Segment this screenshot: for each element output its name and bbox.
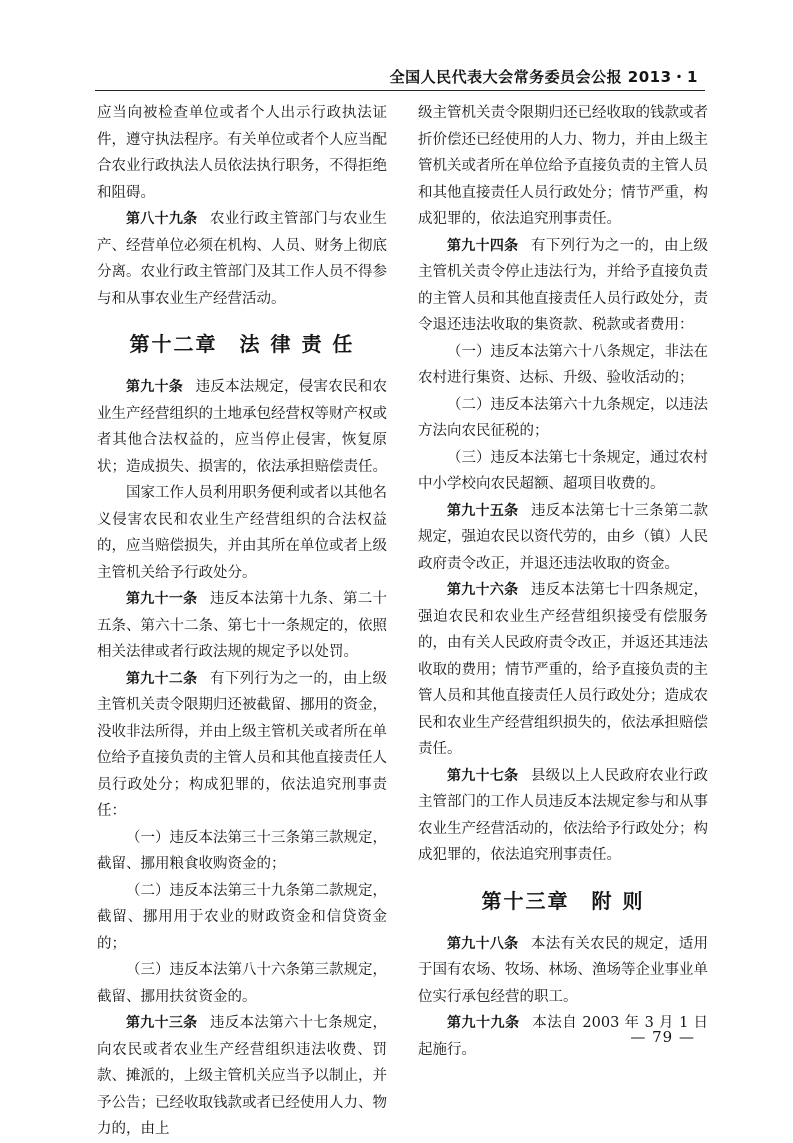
article-90-text: 违反本法规定，侵害农民和农业生产经营组织的土地承包经营权等财产权或者其他合法权益的，应当停止侵害，恢复原状；造成损失、损害的，依法承担赔偿责任。 (97, 379, 388, 475)
article-97-label: 第九十七条 (447, 767, 519, 784)
article-92-label: 第九十二条 (126, 670, 198, 687)
article-89-label: 第八十九条 (126, 211, 198, 227)
article-92-text: 有下列行为之一的，由上级主管机关责令限期归还被截留、挪用的资金，没收非法所得，并由上级主管机关或者所在单位给予直接负责的主管人员和其他直接责任人员行政处分；构成犯罪的，依法追究刑事责任： (97, 670, 388, 819)
chapter-12-title: 法 律 责 任 (239, 332, 355, 356)
article-96-label: 第九十六条 (447, 582, 519, 598)
chapter-13-heading (418, 887, 708, 915)
article-96-text: 违反本法第七十四条规定，强迫农民和农业生产经营组织接受有偿服务的，由有关人民政府责令改正，并返还其违法收取的费用；情节严重的，给予直接负责的主管人员和其他直接责任人员行政处分；造成农民和农业生产经营组织损失的，依法承担赔偿责任。 (418, 582, 709, 757)
article-89 (97, 206, 387, 312)
article-93-continued: 级主管机关责令限期归还已经收取的钱款或者折价偿还已经使用的人力、物力，并由上级主管机关或者所在单位给予直接负责的主管人员和其他直接责任人员行政处分；情节严重，构成犯罪的，依法追究刑事责任。 (418, 105, 708, 227)
page-number: — 79 — (630, 1028, 695, 1046)
article-97-text: 县级以上人民政府农业行政主管部门的工作人员违反本法规定参与和从事农业生产经营活动的，依法给予行政处分；构成犯罪的，依法追究刑事责任。 (418, 767, 709, 863)
article-95-text: 违反本法第七十三条第二款规定，强迫农民以资代劳的，由乡（镇）人民政府责令改正，并退还违法收取的资金。 (418, 502, 709, 572)
article-98-text: 本法有关农民的规定，适用于国有农场、牧场、林场、渔场等企业事业单位实行承包经营的职工。 (418, 935, 709, 1005)
article-90 (97, 374, 387, 480)
article-94-item-3: （三）违反本法第七十条规定，通过农村中小学校向农民超额、超项目收费的。 (418, 449, 708, 492)
article-94-item-2: （二）违反本法第六十九条规定，以违法方法向农民征税的； (418, 396, 708, 439)
header-rule (95, 90, 705, 91)
article-90-label: 第九十条 (126, 379, 183, 395)
article-98-label: 第九十八条 (447, 935, 519, 952)
continued-paragraph: 应当向被检查单位或者个人出示行政执法证件，遵守执法程序。有关单位或者个人应当配合农业行政执法人员依法执行职务，不得拒绝和阻碍。 (97, 105, 387, 201)
article-97 (418, 763, 708, 869)
chapter-12-heading (97, 330, 387, 358)
right-column (418, 100, 708, 1063)
article-93 (97, 1010, 387, 1143)
article-92-item-2: （二）违反本法第三十九条第二款规定，截留、挪用用于农业的财政资金和信贷资金的； (97, 882, 387, 952)
article-99-text: 本法自 2003 年 3 月 1 日起施行。 (418, 1015, 708, 1058)
article-98 (418, 931, 708, 1011)
article-92 (97, 666, 387, 825)
article-92-item-3: （三）违反本法第八十六条第三款规定，截留、挪用扶贫资金的。 (97, 962, 387, 1005)
left-column (97, 100, 387, 1143)
article-89-text: 农业行政主管部门与农业生产、经营单位必须在机构、人员、财务上彻底分离。农业行政主管部门及其工作人员不得参与和从事农业生产经营活动。 (97, 211, 388, 307)
article-93-label: 第九十三条 (126, 1015, 198, 1031)
chapter-12-number: 第十二章 (129, 332, 218, 356)
article-94-label: 第九十四条 (447, 237, 519, 254)
article-91 (97, 586, 387, 666)
article-91-text: 违反本法第十九条、第二十五条、第六十二条、第七十一条规定的，依照相关法律或者行政法规的规定予以处罚。 (97, 591, 388, 660)
article-90-paragraph-2: 国家工作人员利用职务便利或者以其他名义侵害农民和农业生产经营组织的合法权益的，应当赔偿损失，并由其所在单位或者上级主管机关给予行政处分。 (97, 485, 387, 581)
article-99-label: 第九十九条 (447, 1015, 520, 1031)
article-94-text: 有下列行为之一的，由上级主管机关责令停止违法行为，并给予直接负责的主管人员和其他直接责任人员行政处分，责令退还违法收取的集资款、税款或者费用： (418, 237, 709, 333)
article-93-text: 违反本法第六十七条规定，向农民或者农业生产经营组织违法收费、罚款、摊派的，上级主管机关应当予以制止，并予公告；已经收取钱款或者已经使用人力、物力的，由上 (97, 1015, 388, 1137)
article-92-item-1: （一）违反本法第三十三条第三款规定，截留、挪用粮食收购资金的； (97, 829, 387, 872)
article-96 (418, 577, 708, 763)
article-94 (418, 233, 708, 339)
journal-header-title: 全国人民代表大会常务委员会公报 2013・1 (389, 68, 698, 86)
chapter-13-title: 附 则 (591, 888, 645, 913)
article-94-item-1: （一）违反本法第六十八条规定，非法在农村进行集资、达标、升级、验收活动的； (418, 343, 708, 386)
article-91-label: 第九十一条 (126, 591, 198, 607)
article-95 (418, 498, 708, 578)
chapter-13-number: 第十三章 (481, 888, 570, 913)
article-95-label: 第九十五条 (447, 502, 519, 519)
